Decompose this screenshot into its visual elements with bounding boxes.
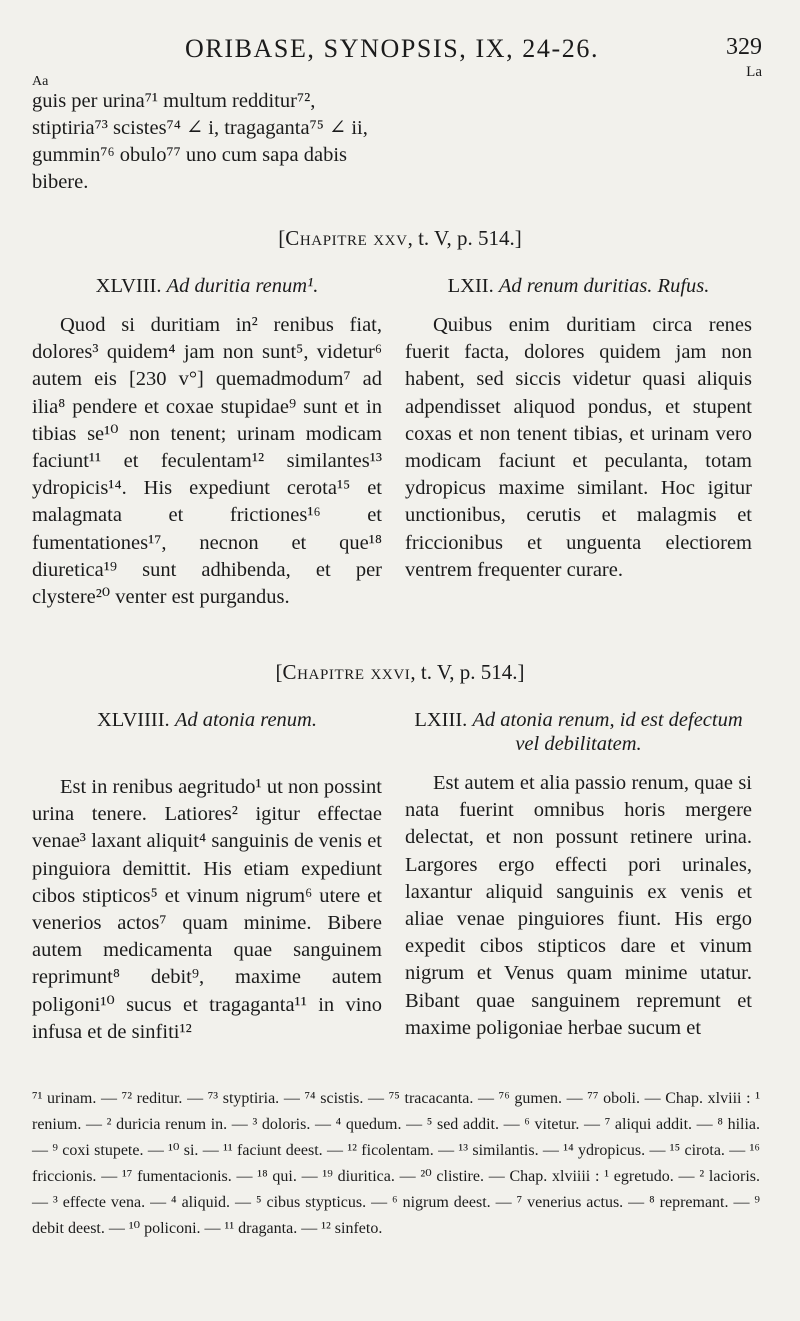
continuation-marker: Aa: [32, 74, 49, 89]
chapter-reference: , t. V, p. 514.]: [410, 660, 525, 684]
chapter-heading-xxv: [0, 226, 800, 251]
chapter-open-bracket: [: [278, 226, 286, 250]
section-title: Ad atonia renum, id est defectum vel debilitatem.: [472, 709, 743, 755]
footnotes: [32, 1086, 760, 1242]
section-heading: [405, 274, 752, 298]
section-heading: [405, 708, 752, 756]
footnote-text: ⁷¹ urinam. — ⁷² reditur. — ⁷³ styptiria. — ⁷⁴ scistis. — ⁷⁵ tracacanta. — ⁷⁶ gumen. — ⁷⁷ oboli. — Chap. xlviii : ¹ renium. — ² duricia renum in. — ³ doloris. — ⁴ quedum. — ⁵ sed addit. — ⁶ vitetur. — ⁷ aliqui addit. — ⁸ hilia. — ⁹ coxi stupete. — ¹⁰ si. — ¹¹ faciunt deest. — ¹² ficolentam. — ¹³ similantis. — ¹⁴ ydropicus. — ¹⁵ cirota. — ¹⁶ friccionis. — ¹⁷ fumentacionis. — ¹⁸ qui. — ¹⁹ diuritica. — ²⁰ clistire. — Chap. xlviiii : ¹ egretudo. — ² lacioris. — ³ effecte vena. — ⁴ aliquid. — ⁵ cibus stypticus. — ⁶ nigrum deest. — ⁷ venerius actus. — ⁸ repremant. — ⁹ debit deest. — ¹⁰ policoni. — ¹¹ draganta. — ¹² sinfeto.: [32, 1090, 760, 1237]
chapter-heading-xxvi: [0, 660, 800, 685]
section-paragraph: Est in renibus aegritudo¹ ut non possint urina tenere. Latiores² igitur effectae venae³ laxant aliquit⁴ sanguinis de venis et pinguiora demittit. His etiam expediunt cibos stipticos⁵ et vinum nigrum⁶ utere et venerios actos⁷ quam minime. Bibere autem medicamenta quae sanguinem reprimunt⁸ debit⁹, maxime autem poligoni¹⁰ sucus et tragaganta¹¹ in vino infusa et de sinfiti¹²: [32, 776, 382, 1043]
page-header: [0, 34, 800, 74]
chapter-open-bracket: [: [275, 660, 283, 684]
section-number: XLVIIII.: [97, 709, 170, 731]
catchword: La: [746, 64, 762, 80]
section-number: XLVIII.: [95, 275, 162, 297]
column-left-xlviii: [32, 274, 382, 611]
section-title: Ad atonia renum.: [174, 709, 317, 731]
section-paragraph: Est autem et alia passio renum, quae si nata fuerint omnibus horis mergere delectat, et non possunt retinere urina. Largores ergo effecti pori urinales, laxantur aliquid sanguinis ex venis et aliae venae pinguiores fiunt. His ergo expedit cibos stipticos dare et vinum nigrum et Venus quam minime utatur. Bibant quae sanguinem repremunt et maxime poligoniae herbae sucum et: [405, 772, 752, 1039]
page-number: 329: [726, 34, 762, 60]
column-right-lxii: [405, 274, 752, 584]
section-title: Ad renum duritias. Rufus.: [498, 275, 710, 297]
column-right-lxiii: [405, 708, 752, 1042]
continuation-text: [32, 76, 372, 196]
chapter-label: Chapitre xxvi: [282, 660, 411, 684]
section-paragraph: Quod si duritiam in² renibus fiat, dolores³ quidem⁴ jam non sunt⁵, videtur⁶ autem eis [230 v°] quemadmodum⁷ ad ilia⁸ pendere et coxae stupidae⁹ sunt et in tibias se¹⁰ non tenent; urinam modicam faciunt¹¹ et feculentam¹² similantes¹³ ydropicis¹⁴. His expediunt cerota¹⁵ et malagmata et frictiones¹⁶ et fumentationes¹⁷, necnon et que¹⁸ diuretica¹⁹ sunt adhibenda, et per clystere²⁰ venter est purgandus.: [32, 314, 382, 609]
chapter-reference: , t. V, p. 514.]: [407, 226, 522, 250]
section-heading: [32, 274, 382, 298]
running-title: ORIBASE, SYNOPSIS, IX, 24-26.: [185, 34, 600, 63]
column-left-xlviiii: [32, 708, 382, 1046]
chapter-label: Chapitre xxv: [285, 226, 408, 250]
section-number: LXII.: [447, 275, 494, 297]
section-number: LXIII.: [414, 709, 468, 731]
continuation-paragraph: guis per urina⁷¹ multum redditur⁷², stiptiria⁷³ scistes⁷⁴ ∠ i, tragaganta⁷⁵ ∠ ii, gummin⁷⁶ obulo⁷⁷ uno cum sapa dabis bibere.: [32, 90, 368, 193]
section-title: Ad duritia renum¹.: [166, 275, 319, 297]
section-heading: [32, 708, 382, 732]
section-paragraph: Quibus enim duritiam circa renes fuerit facta, dolores quidem jam non habent, sed siccis videtur quasi aliquis adpendisset aliquod pondus, et stupent coxas et non tenent tibias, et urinam vero modicam faciunt et peculanta, totam ydropicus maxime similant. Hoc igitur unctionibus, cerutis et malagmis et friccionibus et unguenta electiorem ventrem frequenter curare.: [405, 314, 752, 581]
